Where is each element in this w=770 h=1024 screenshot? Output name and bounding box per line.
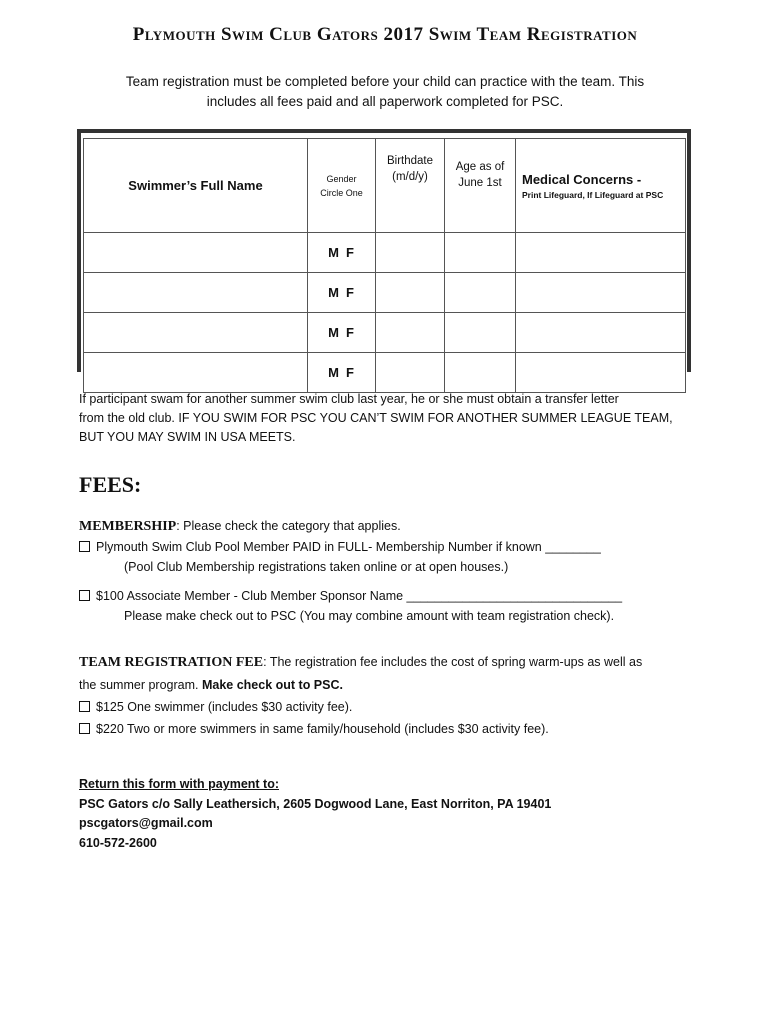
fees-heading: FEES: [79,472,142,497]
header-birthdate-line2: (m/d/y) [392,171,428,183]
table-header-row [84,139,686,233]
team-fee-option-1-label: $125 One swimmer (includes $30 activity fee). [96,700,353,714]
return-email[interactable]: pscgators@gmail.com [79,816,213,830]
gender-cell[interactable] [308,233,376,273]
birthdate-cell[interactable] [376,233,445,273]
age-cell[interactable] [445,273,516,313]
team-fee-line-2 [79,674,699,696]
team-fee-line-2-text: the summer program. [79,678,202,692]
table-row [84,233,686,273]
team-fee-option-2[interactable] [79,718,699,740]
header-medical-line1: Medical Concerns - [522,171,642,187]
header-gender-line1: Gender [326,173,357,184]
swimmer-name-cell[interactable] [84,353,308,393]
gender-m[interactable]: M [328,365,340,380]
medical-cell[interactable] [516,233,686,273]
table-row [84,273,686,313]
gender-cell[interactable] [308,313,376,353]
intro-line-2: includes all fees paid and all paperwork completed for PSC. [206,94,564,109]
swimmer-name-cell[interactable] [84,273,308,313]
gender-cell[interactable] [308,273,376,313]
gender-f[interactable]: F [345,245,355,260]
swimmer-name-cell[interactable] [84,233,308,273]
transfer-line-3: BUT YOU MAY SWIM IN USA MEETS. [79,430,296,444]
gender-f[interactable]: F [345,285,355,300]
header-gender-line2: Circle One [320,187,363,198]
team-fee-text: : The registration fee includes the cost of spring warm-ups as well as [263,655,643,669]
membership-option-2-note: Please make check out to PSC (You may combine amount with team registration check). [124,609,615,623]
membership-option-1-label: Plymouth Swim Club Pool Member PAID in FULL- Membership Number if known ________ [96,540,601,554]
age-cell[interactable] [445,313,516,353]
transfer-line-1: If participant swam for another summer swim club last year, he or she must obtain a transfer letter [79,392,619,406]
page-title: Plymouth Swim Club Gators 2017 Swim Team Registration [132,24,638,45]
medical-cell[interactable] [516,313,686,353]
intro-text [80,72,690,112]
medical-cell[interactable] [516,273,686,313]
return-heading: Return this form with payment to: [79,777,279,791]
return-phone: 610-572-2600 [79,835,157,850]
team-fee-section [79,651,699,740]
registration-table [83,138,686,393]
header-birthdate-line1: Birthdate [386,155,434,167]
header-birthdate [376,139,445,233]
table-row [84,313,686,353]
transfer-line-2: from the old club. IF YOU SWIM FOR PSC YOU CAN’T SWIM FOR ANOTHER SUMMER LEAGUE TEAM, [79,411,673,425]
team-fee-check-note: Make check out to PSC. [201,678,343,692]
team-fee-option-2-label: $220 Two or more swimmers in same family/household (includes $30 activity fee). [96,722,549,736]
membership-label: MEMBERSHIP [79,519,177,534]
checkbox-icon[interactable] [79,701,90,712]
transfer-notice [79,390,699,447]
header-age-line2: June 1st [458,177,502,189]
intro-line-1: Team registration must be completed before your child can practice with the team. This [125,74,645,89]
membership-option-1[interactable] [79,537,699,557]
return-address: PSC Gators c/o Sally Leathersich, 2605 Dogwood Lane, East Norriton, PA 19401 [79,796,552,811]
gender-m[interactable]: M [328,245,340,260]
swimmer-name-cell[interactable] [84,313,308,353]
gender-f[interactable]: F [345,325,355,340]
header-medical [516,139,686,233]
header-swimmer-name: Swimmer’s Full Name [84,139,308,233]
membership-option-1-note: (Pool Club Membership registrations taken online or at open houses.) [124,560,509,574]
membership-section [79,516,699,626]
header-medical-line2: Print Lifeguard, If Lifeguard at PSC [522,189,664,200]
membership-instruction: : Please check the category that applies. [176,519,401,533]
age-cell[interactable] [445,353,516,393]
birthdate-cell[interactable] [376,353,445,393]
medical-cell[interactable] [516,353,686,393]
membership-heading-line [79,516,699,537]
checkbox-icon[interactable] [79,590,90,601]
registration-table-frame [77,129,691,380]
checkbox-icon[interactable] [79,723,90,734]
checkbox-icon[interactable] [79,541,90,552]
header-gender [308,139,376,233]
birthdate-cell[interactable] [376,273,445,313]
table-row [84,353,686,393]
return-info [79,775,551,853]
gender-m[interactable]: M [328,325,340,340]
header-age [445,139,516,233]
age-cell[interactable] [445,233,516,273]
team-fee-heading-line [79,651,699,674]
team-fee-label: TEAM REGISTRATION FEE [79,655,264,670]
gender-cell[interactable] [308,353,376,393]
gender-m[interactable]: M [328,285,340,300]
header-age-line1: Age as of [455,161,505,173]
membership-option-2-label: $100 Associate Member - Club Member Sponsor Name _______________________________ [96,589,623,603]
birthdate-cell[interactable] [376,313,445,353]
gender-f[interactable]: F [345,365,355,380]
team-fee-option-1[interactable] [79,696,699,718]
membership-option-2[interactable] [79,586,699,606]
